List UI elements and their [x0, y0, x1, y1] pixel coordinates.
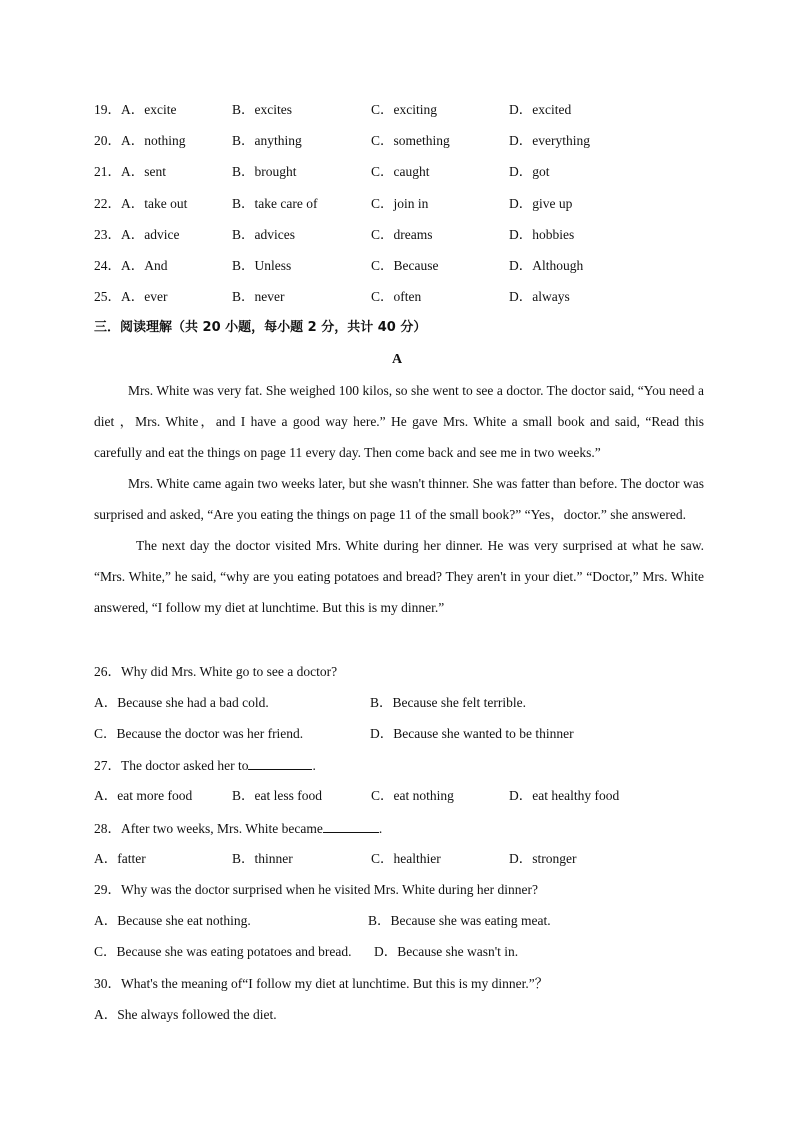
option-c: C．eat nothing [371, 788, 454, 803]
option-b: B．advices [232, 227, 295, 242]
question-26-stem: 26．Why did Mrs. White go to see a doctor? [94, 664, 338, 679]
option-b: B．brought [232, 164, 297, 179]
option-c: C．Because she was eating potatoes and bread. [94, 944, 352, 959]
passage-paragraph-1: Mrs. White was very fat. She weighed 100 kilos, so she went to see a doctor. The doctor said, “You need a diet ，Mrs. White，and I have a good way here.” He gave Mrs. White a small book and said, “Read this carefully and eat the things on page 11 every day. Then come back and see me in two weeks.” [94, 383, 704, 460]
option-c: C．Because the doctor was her friend. [94, 726, 304, 741]
option-d: D．got [509, 164, 550, 179]
option-a: 19．A．excite [94, 102, 177, 117]
option-a: 22．A．take out [94, 196, 188, 211]
option-c: C．caught [371, 164, 430, 179]
option-a: A．fatter [94, 851, 146, 866]
option-a: A．eat more food [94, 788, 193, 803]
option-a: A．Because she had a bad cold. [94, 695, 269, 710]
option-c: C．join in [371, 196, 429, 211]
question-30-stem: 30．What's the meaning of“I follow my diet at lunchtime. But this is my dinner.”？ [94, 976, 549, 991]
option-c: C．healthier [371, 851, 441, 866]
option-d: D．give up [509, 196, 573, 211]
option-b: B．eat less food [232, 788, 322, 803]
option-b: B．take care of [232, 196, 318, 211]
option-d: D．Because she wanted to be thinner [370, 726, 574, 741]
answer-blank [323, 818, 379, 833]
option-a: 25．A．ever [94, 289, 168, 304]
option-a: 20．A．nothing [94, 133, 186, 148]
option-b: B．thinner [232, 851, 293, 866]
option-b: B．Unless [232, 258, 292, 273]
option-b: B．anything [232, 133, 302, 148]
option-c: C．something [371, 133, 450, 148]
option-a: 24．A．And [94, 258, 168, 273]
option-b: B．excites [232, 102, 292, 117]
option-c: C．often [371, 289, 422, 304]
option-b: B．Because she felt terrible. [370, 695, 526, 710]
option-d: D．hobbies [509, 227, 575, 242]
option-d: D．excited [509, 102, 572, 117]
option-a: A．Because she eat nothing. [94, 913, 251, 928]
option-d: D．stronger [509, 851, 577, 866]
option-b: B．never [232, 289, 285, 304]
option-a: 21．A．sent [94, 164, 166, 179]
option-d: D．everything [509, 133, 590, 148]
answer-blank [248, 755, 312, 770]
passage-paragraph-2: Mrs. White came again two weeks later, but she wasn't thinner. She was fatter than before. The doctor was surprised and asked, “Are you eating the things on page 11 of the small book?” “Yes，doctor.” she answered. [94, 476, 704, 522]
passage [94, 375, 704, 623]
question-30-option-a: A．She always followed the diet. [94, 1007, 277, 1022]
question-29-stem: 29．Why was the doctor surprised when he visited Mrs. White during her dinner? [94, 882, 539, 897]
option-b: B．Because she was eating meat. [368, 913, 551, 928]
option-c: C．exciting [371, 102, 437, 117]
question-28-stem: 28．After two weeks, Mrs. White became . [94, 818, 382, 838]
option-d: D．always [509, 289, 570, 304]
option-a: 23．A．advice [94, 227, 180, 242]
passage-paragraph-3: The next day the doctor visited Mrs. White during her dinner. He was very surprised at what he saw. “Mrs. White,” he said, “why are you eating potatoes and bread? They aren't in your diet.” “Doctor,” Mrs. White answered, “I follow my diet at lunchtime. But this is my dinner.” [94, 538, 704, 615]
option-d: D．eat healthy food [509, 788, 620, 803]
option-d: D．Because she wasn't in. [374, 944, 519, 959]
option-c: C．Because [371, 258, 439, 273]
option-d: D．Although [509, 258, 584, 273]
question-27-stem: 27．The doctor asked her to . [94, 755, 316, 775]
option-c: C．dreams [371, 227, 433, 242]
passage-title: A [391, 352, 403, 367]
section-heading: 三．阅读理解（共 20 小题，每小题 2 分，共计 40 分） [94, 320, 427, 335]
